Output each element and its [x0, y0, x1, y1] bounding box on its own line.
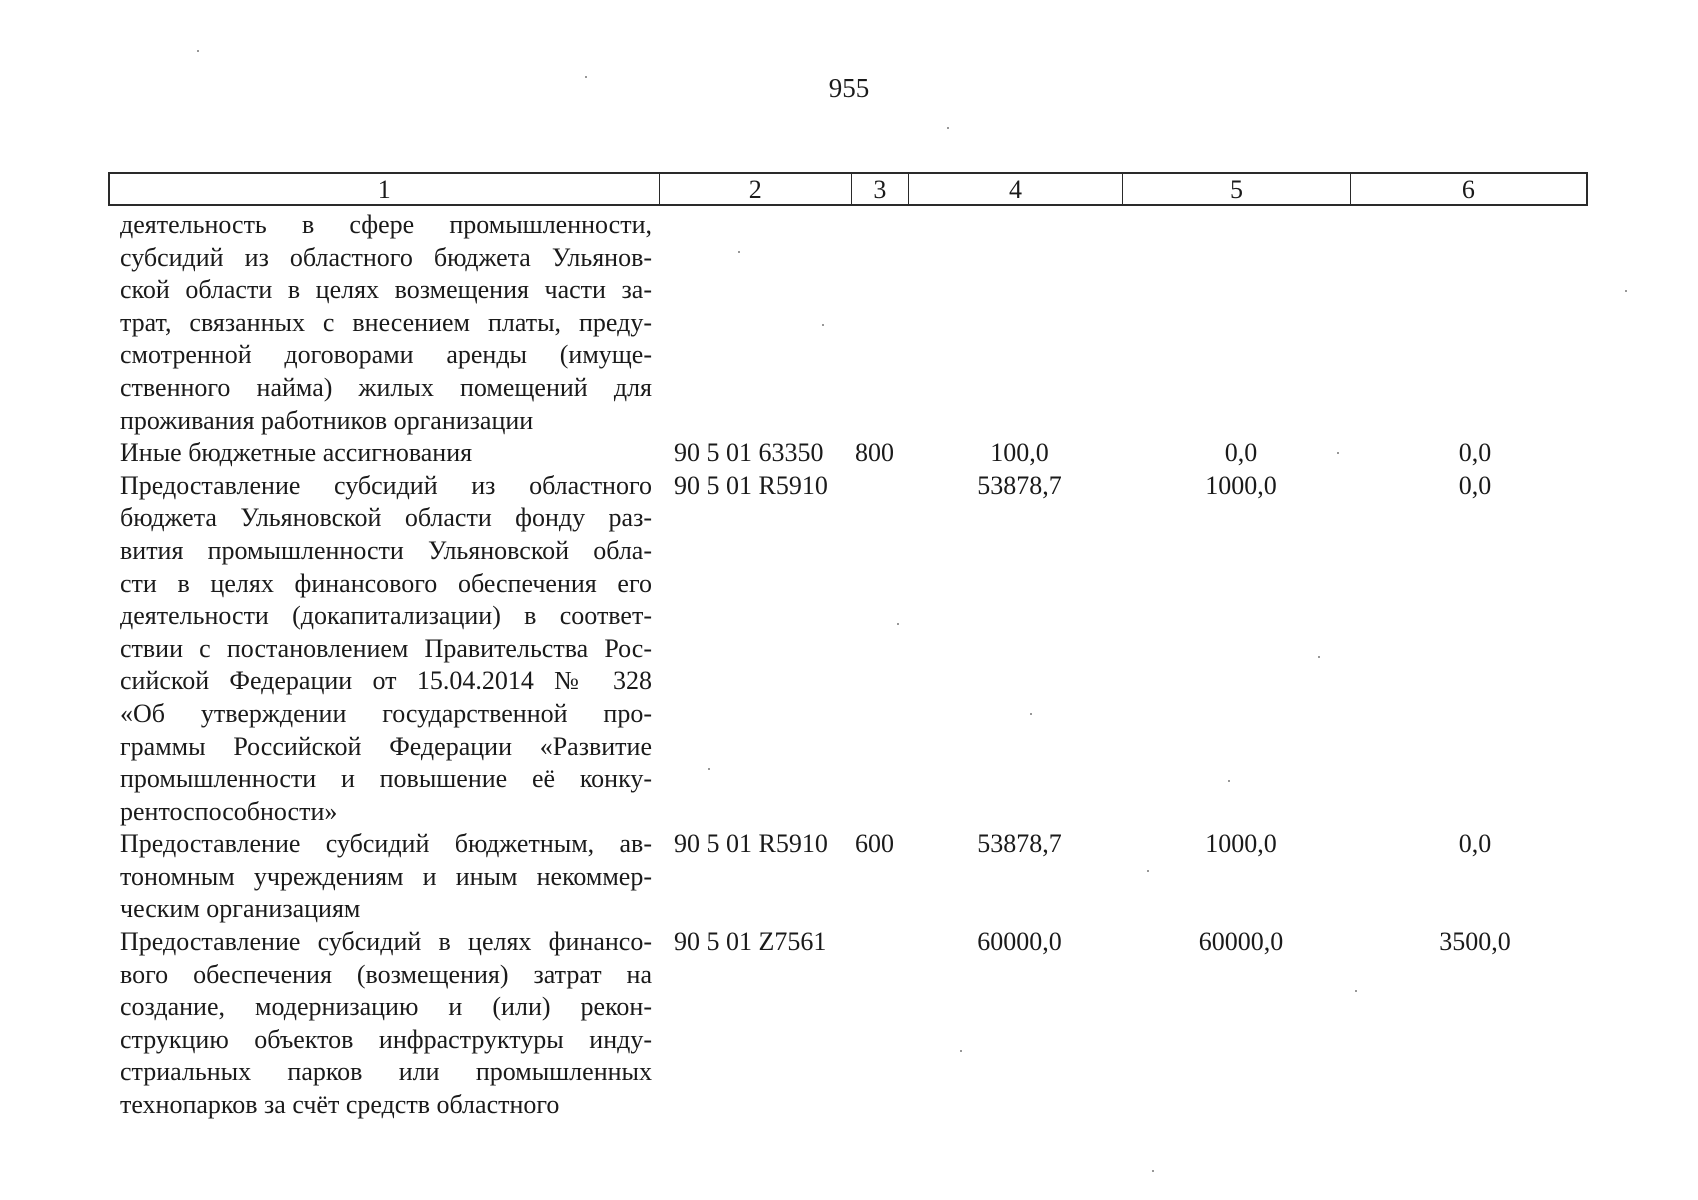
table-row — [108, 926, 1588, 1122]
description-line: ской области в целях возмещения части за- — [120, 275, 652, 305]
scan-speck — [1147, 870, 1149, 872]
scan-speck — [738, 251, 740, 253]
row-value-col5: 0,0 — [1224, 438, 1258, 468]
description-line: Предоставление субсидий из областного — [120, 470, 652, 500]
row-value-col6: 3500,0 — [1439, 927, 1511, 957]
row-description — [108, 209, 659, 437]
description-line: субсидий из областного бюджета Ульянов- — [120, 242, 652, 272]
row-value-col4: 100,0 — [990, 438, 1049, 468]
header-col-2: 2 — [660, 174, 852, 204]
header-col-1: 1 — [110, 174, 660, 204]
page-number: 955 — [828, 73, 870, 103]
scan-speck — [1152, 1170, 1154, 1172]
description-line: вого обеспечения (возмещения) затрат на — [120, 959, 652, 989]
row-value-col6: 0,0 — [1458, 470, 1492, 500]
description-line: ственного найма) жилых помещений для — [120, 372, 652, 402]
scan-speck — [1625, 290, 1627, 292]
scan-speck — [822, 324, 824, 326]
table-body — [108, 209, 1588, 1122]
row-value-col4: 53878,7 — [977, 829, 1062, 859]
row-value-col5: 1000,0 — [1205, 829, 1277, 859]
description-line: сийской Федерации от 15.04.2014 № 328 — [120, 666, 652, 696]
row-expense-type: 800 — [855, 438, 894, 468]
scan-speck — [1318, 656, 1320, 658]
header-col-6: 6 — [1461, 175, 1475, 204]
description-line: смотренной договорами аренды (имуще- — [120, 340, 652, 370]
description-line: Предоставление субсидий в целях финансо- — [120, 927, 652, 957]
description-line: сти в целях финансового обеспечения его — [120, 568, 652, 598]
header-col-4: 4 — [909, 174, 1123, 204]
description-line: технопарков за счёт средств областного — [120, 1090, 560, 1120]
description-line: Иные бюджетные ассигнования — [120, 438, 473, 468]
row-value-col5: 60000,0 — [1198, 927, 1284, 957]
header-col-5: 5 — [1123, 174, 1350, 204]
description-line: проживания работников организации — [120, 405, 534, 435]
table-row — [108, 209, 1588, 437]
description-line: промышленности и повышение её конку- — [120, 764, 652, 794]
table-row — [108, 437, 1588, 470]
description-line: струкцию объектов инфраструктуры инду- — [120, 1024, 652, 1054]
row-expense-type: 600 — [855, 829, 894, 859]
table-header-row — [108, 172, 1588, 206]
description-line: ствии с постановлением Правительства Рос- — [120, 633, 652, 663]
row-target-article: 90 5 01 R5910 — [674, 470, 828, 500]
scan-speck — [708, 768, 710, 770]
row-description — [108, 926, 659, 1122]
scan-speck — [585, 76, 587, 78]
row-value-col6: 0,0 — [1458, 438, 1492, 468]
scan-speck — [947, 127, 949, 129]
row-description — [108, 437, 659, 470]
description-line: создание, модернизацию и (или) рекон- — [120, 992, 652, 1022]
scan-speck — [197, 50, 199, 52]
description-line: тономным учреждениям и иным некоммер- — [120, 861, 652, 891]
row-target-article: 90 5 01 63350 — [674, 438, 824, 468]
description-line: бюджета Ульяновской области фонду раз- — [120, 503, 652, 533]
row-value-col4: 53878,7 — [977, 470, 1062, 500]
description-line: «Об утверждении государственной про- — [120, 698, 652, 728]
row-description — [108, 470, 659, 829]
row-value-col5: 1000,0 — [1205, 470, 1277, 500]
row-target-article: 90 5 01 Z7561 — [674, 927, 827, 957]
row-target-article: 90 5 01 R5910 — [674, 829, 828, 859]
description-line: деятельности (докапитализации) в соответ- — [120, 601, 652, 631]
description-line: трат, связанных с внесением платы, преду- — [120, 307, 652, 337]
table-row — [108, 470, 1588, 829]
scan-speck — [897, 623, 899, 625]
description-line: вития промышленности Ульяновской обла- — [120, 535, 652, 565]
scan-speck — [1030, 713, 1032, 715]
row-description — [108, 828, 659, 926]
scan-speck — [1355, 990, 1357, 992]
description-line: граммы Российской Федерации «Развитие — [120, 731, 652, 761]
scan-speck — [960, 1050, 962, 1052]
description-line: Предоставление субсидий бюджетным, ав- — [120, 829, 652, 859]
header-col-3: 3 — [852, 174, 909, 204]
description-line: ческим организациям — [120, 894, 361, 924]
description-line: деятельность в сфере промышленности, — [120, 210, 652, 239]
table-row — [108, 828, 1588, 926]
row-value-col6: 0,0 — [1458, 829, 1492, 859]
scan-speck — [1228, 780, 1230, 782]
description-line: рентоспособности» — [120, 796, 338, 826]
row-value-col4: 60000,0 — [977, 927, 1062, 957]
scan-speck — [1337, 452, 1339, 454]
description-line: стриальных парков или промышленных — [120, 1057, 652, 1087]
